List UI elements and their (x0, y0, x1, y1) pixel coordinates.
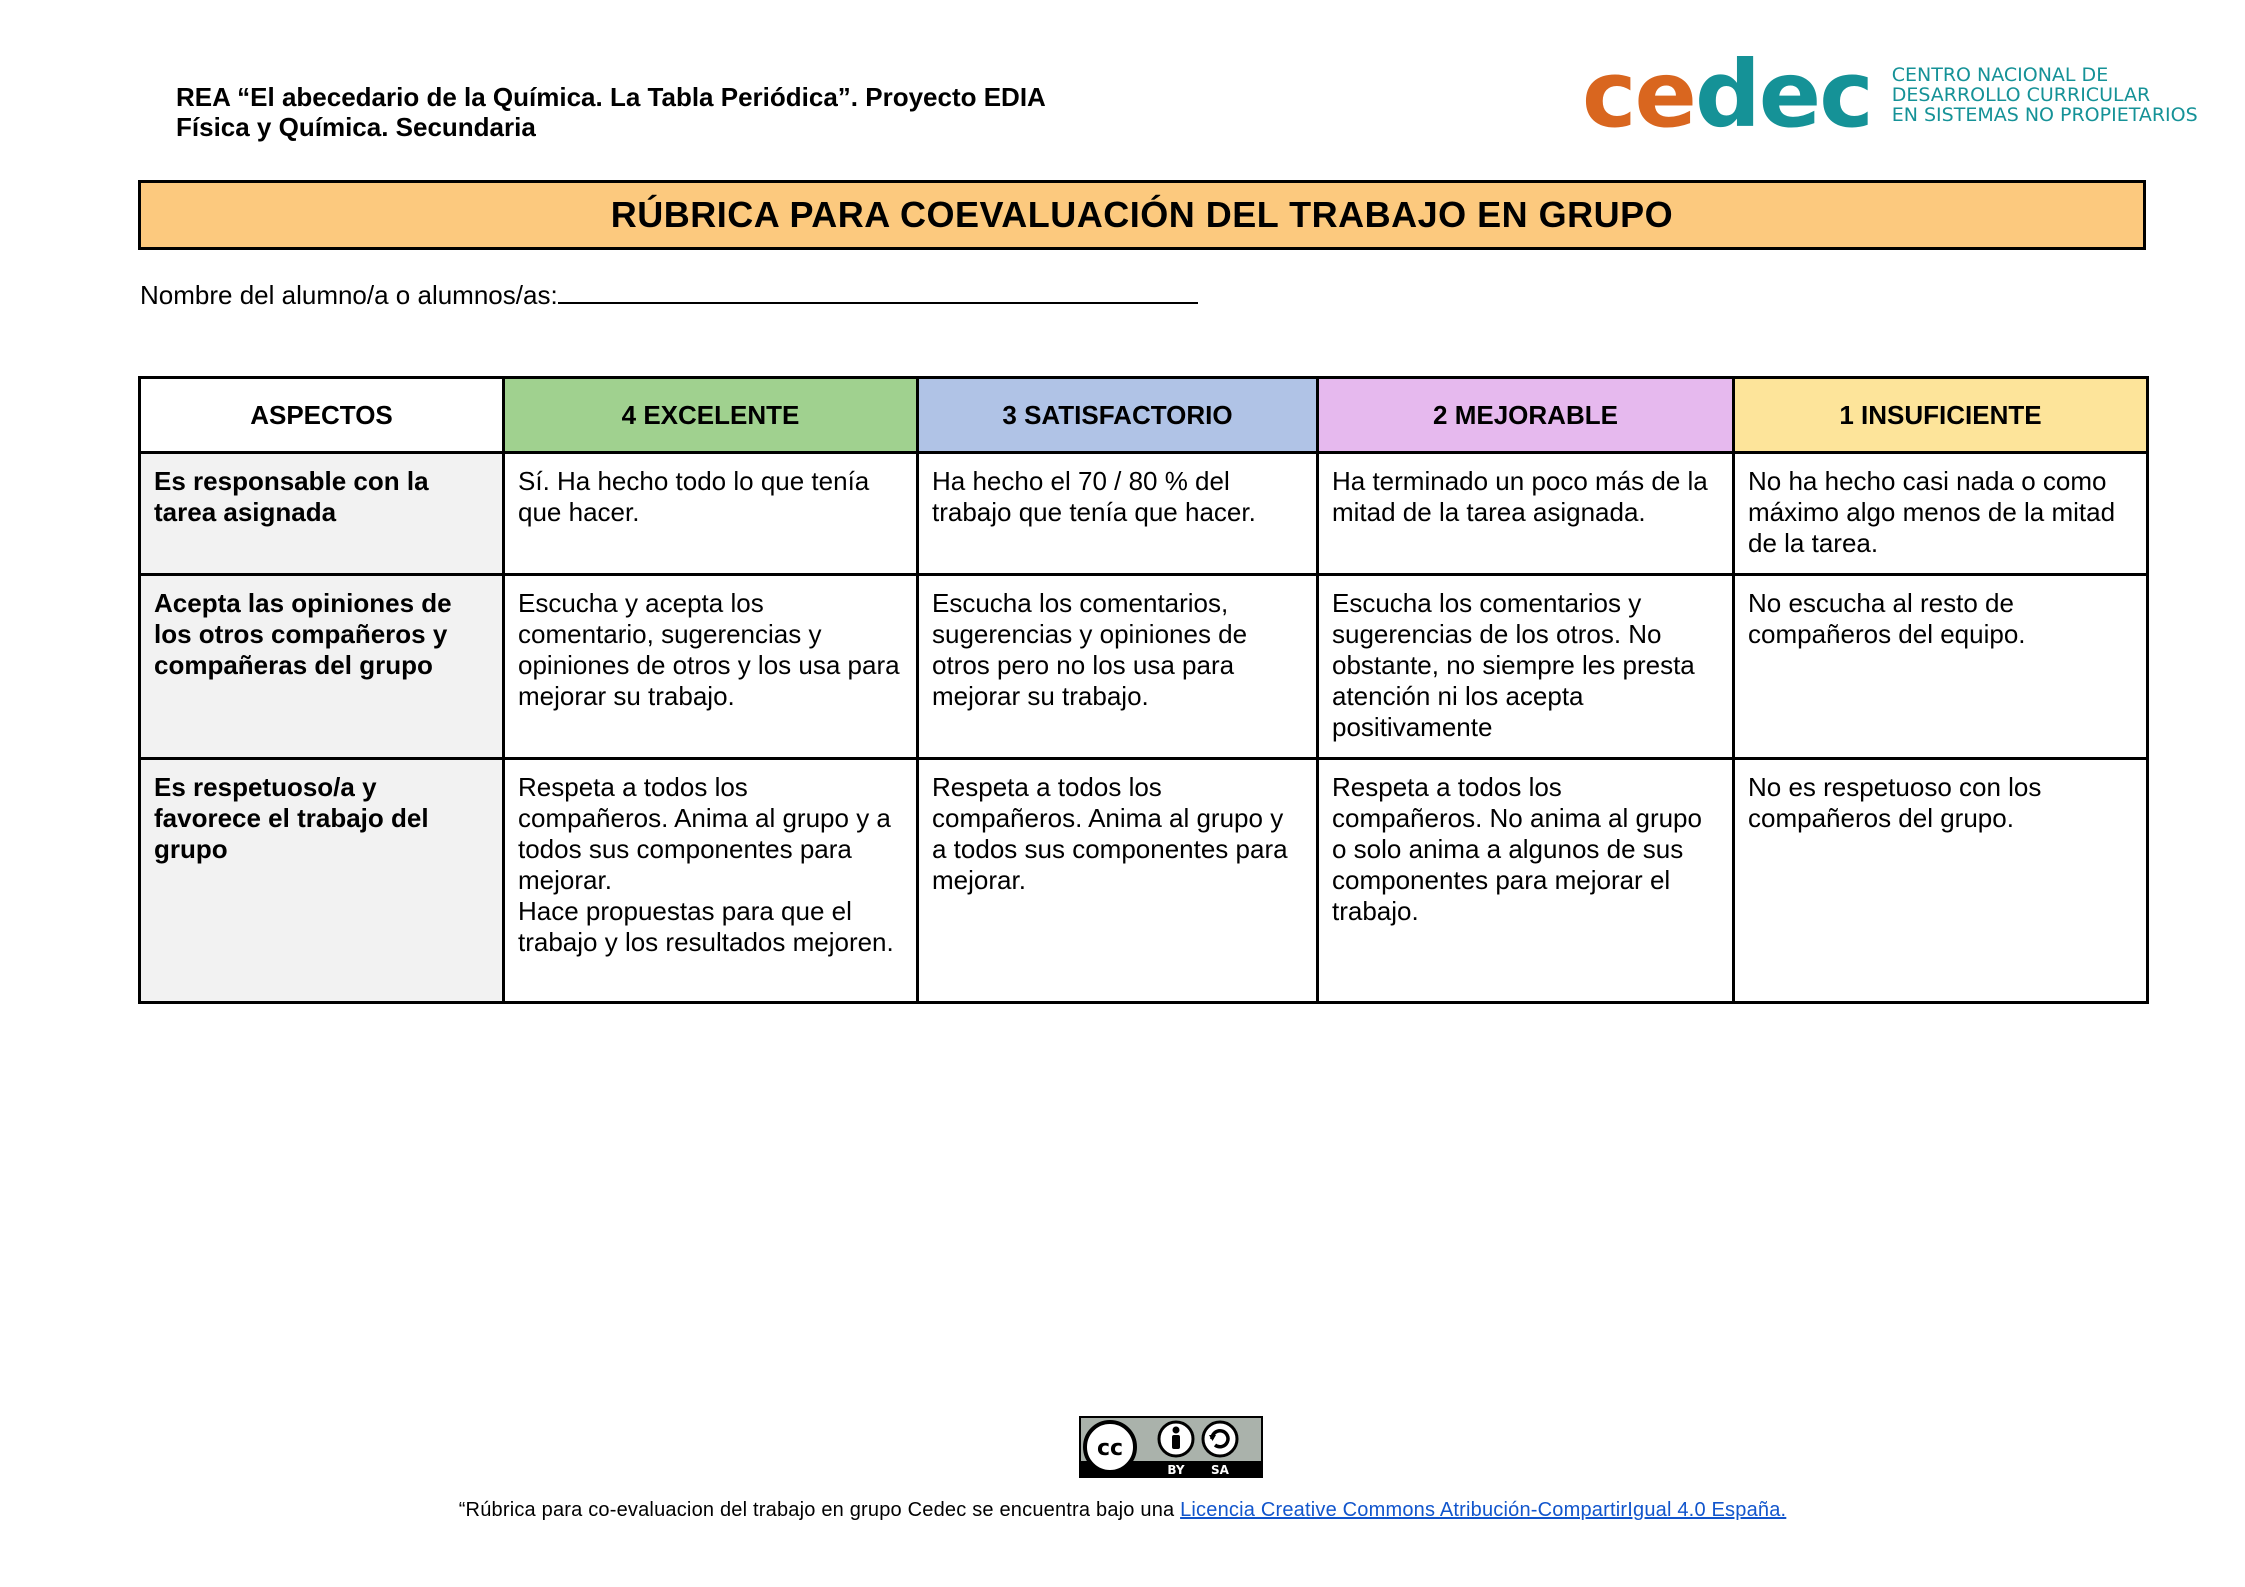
header-insuficiente: 1 INSUFICIENTE (1734, 378, 2148, 453)
student-name-line (140, 276, 1198, 311)
table-cell: Ha terminado un poco más de la mitad de la tarea asignada. (1318, 453, 1734, 575)
table-cell: Respeta a todos los compañeros. Anima al grupo y a todos sus componentes para mejorar. Hace propuestas para que el trabajo y los resultados mejoren. (504, 759, 918, 1003)
table-row (140, 759, 2148, 1003)
cc-by-sa-icon (1079, 1416, 1263, 1478)
logo-wordmark: cedec (1582, 41, 1872, 148)
table-cell: No escucha al resto de compañeros del equipo. (1734, 575, 2148, 759)
page-title: RÚBRICA PARA COEVALUACIÓN DEL TRABAJO EN GRUPO (138, 180, 2146, 250)
table-cell: Respeta a todos los compañeros. Anima al grupo y a todos sus componentes para mejorar. (918, 759, 1318, 1003)
table-row (140, 575, 2148, 759)
cc-by-label: BY (1167, 1463, 1185, 1477)
header-aspectos: ASPECTOS (140, 378, 504, 453)
license-link[interactable]: Licencia Creative Commons Atribución-CompartirIgual 4.0 España. (1180, 1499, 1787, 1521)
table-header-row (140, 378, 2148, 453)
document-header (176, 82, 1046, 142)
license-statement: “Rúbrica para co-evaluacion del trabajo en grupo Cedec se encuentra bajo una (458, 1499, 1181, 1521)
student-name-blank (558, 276, 1198, 304)
cedec-logo (1582, 41, 2198, 148)
header-line-2: Física y Química. Secundaria (176, 112, 536, 142)
logo-subtitle: CENTRO NACIONAL DE DESARROLLO CURRICULAR EN SISTEMAS NO PROPIETARIOS (1891, 64, 2198, 126)
table-cell: Sí. Ha hecho todo lo que tenía que hacer. (504, 453, 918, 575)
aspect-cell: Acepta las opiniones de los otros compañeros y compañeras del grupo (140, 575, 504, 759)
header-excelente: 4 EXCELENTE (504, 378, 918, 453)
svg-text:cc: cc (1096, 1436, 1124, 1461)
cc-sa-label: SA (1211, 1463, 1229, 1477)
table-row (140, 453, 2148, 575)
table-cell: Escucha y acepta los comentario, sugerencias y opiniones de otros y los usa para mejorar su trabajo. (504, 575, 918, 759)
table-cell: No ha hecho casi nada o como máximo algo menos de la mitad de la tarea. (1734, 453, 2148, 575)
table-cell: Ha hecho el 70 / 80 % del trabajo que tenía que hacer. (918, 453, 1318, 575)
header-line-1: REA “El abecedario de la Química. La Tabla Periódica”. Proyecto EDIA (176, 82, 1046, 112)
aspect-cell: Es respetuoso/a y favorece el trabajo del grupo (140, 759, 504, 1003)
header-satisfactorio: 3 SATISFACTORIO (918, 378, 1318, 453)
table-cell: No es respetuoso con los compañeros del grupo. (1734, 759, 2148, 1003)
rubric-table (138, 376, 2149, 1004)
aspect-cell: Es responsable con la tarea asignada (140, 453, 504, 575)
table-cell: Respeta a todos los compañeros. No anima al grupo o solo anima a algunos de sus componentes para mejorar el trabajo. (1318, 759, 1734, 1003)
table-cell: Escucha los comentarios, sugerencias y opiniones de otros pero no los usa para mejorar su trabajo. (918, 575, 1318, 759)
student-name-label: Nombre del alumno/a o alumnos/as: (140, 280, 558, 310)
header-mejorable: 2 MEJORABLE (1318, 378, 1734, 453)
license-footer (0, 1499, 2245, 1522)
table-cell: Escucha los comentarios y sugerencias de los otros. No obstante, no siempre les presta atención ni los acepta positivamente (1318, 575, 1734, 759)
